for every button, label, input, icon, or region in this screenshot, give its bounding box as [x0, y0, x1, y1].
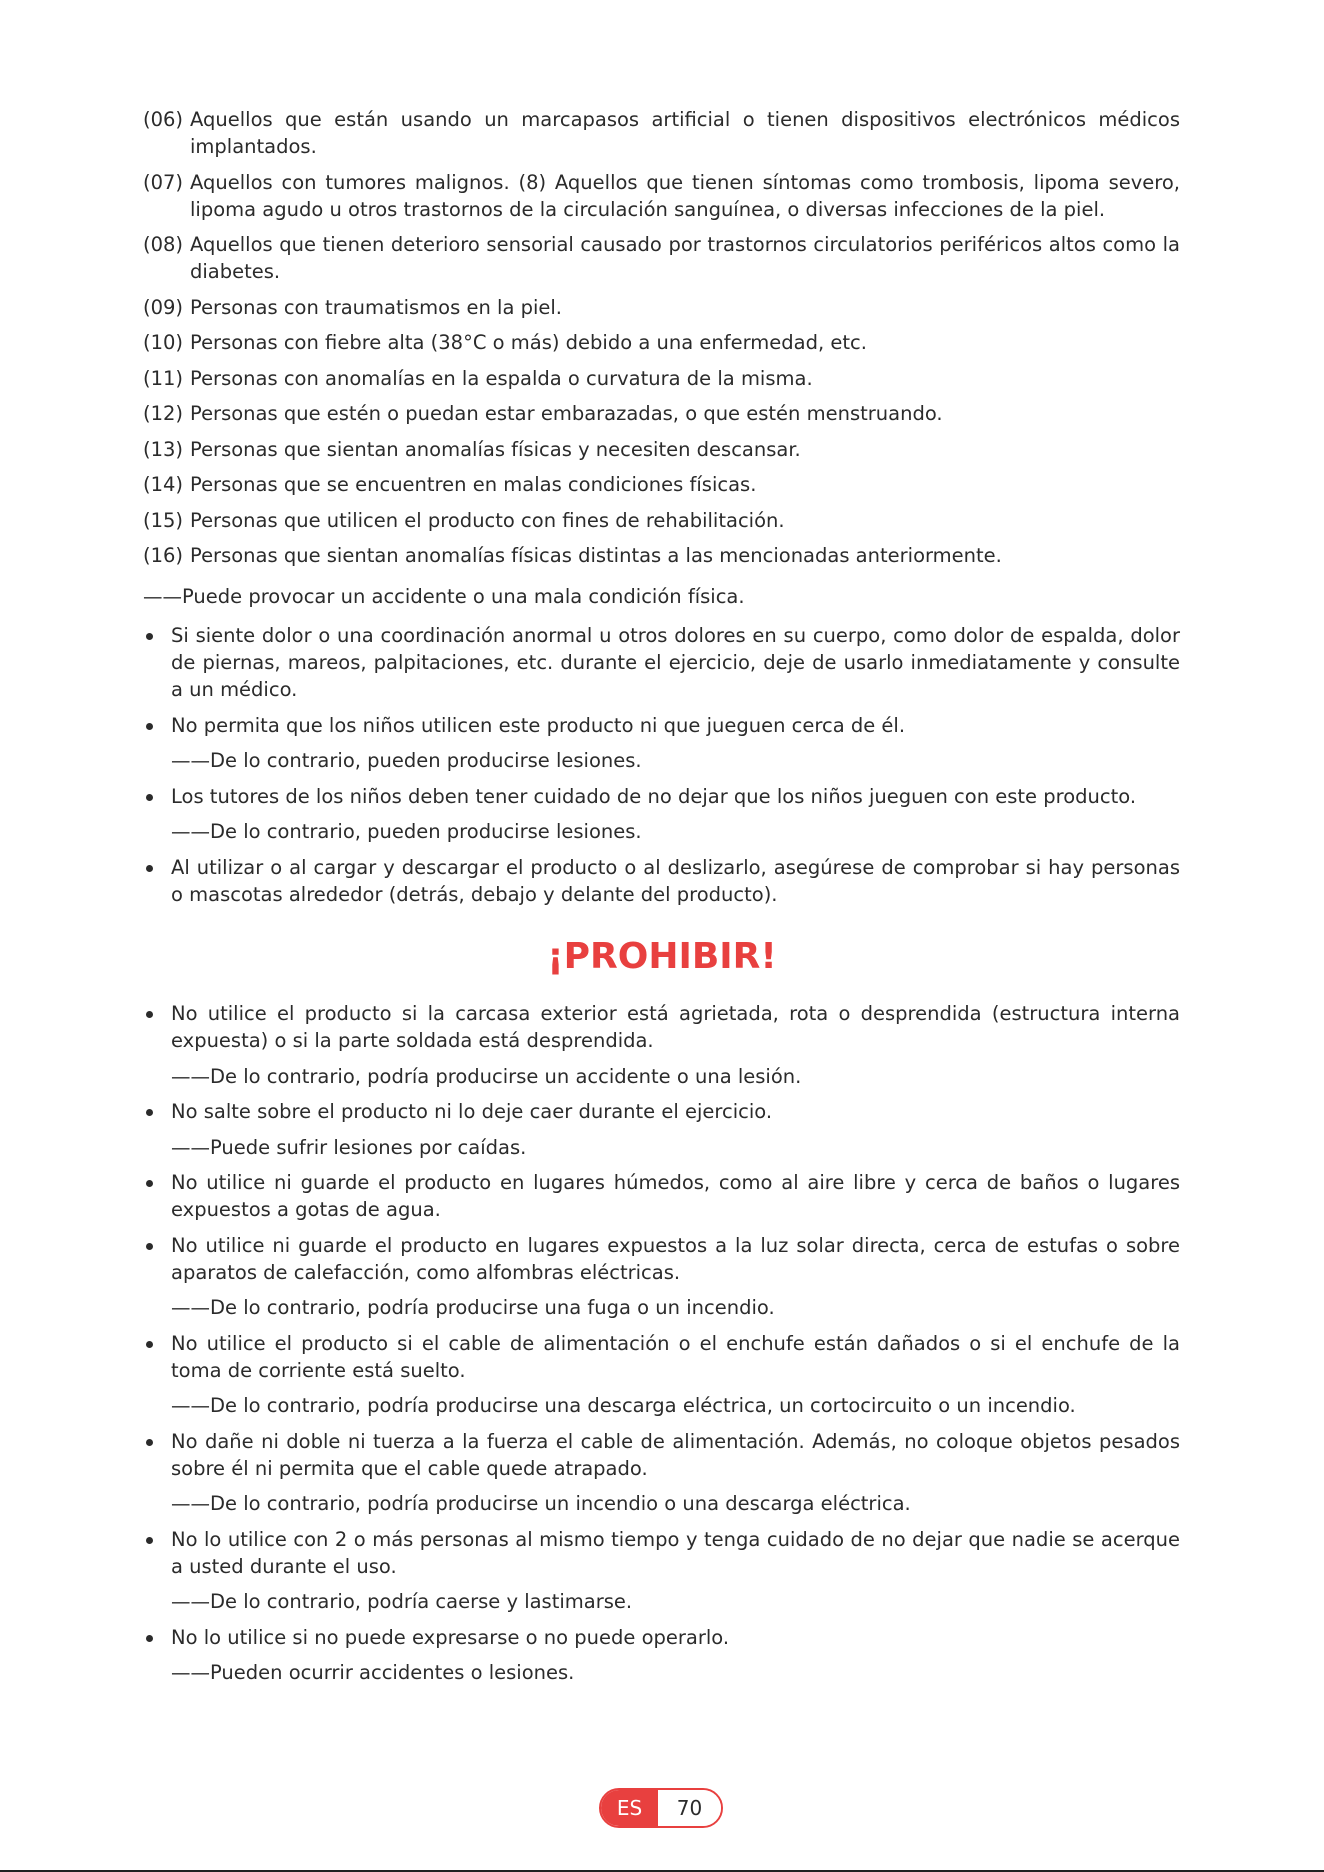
list-item-number: (09) [143, 295, 184, 319]
list-item-text: Personas que estén o puedan estar embarazadas, o que estén menstruando. [190, 402, 943, 425]
bullet-text: No utilice ni guarde el producto en lugares expuestos a la luz solar directa, cerca de estufas o sobre aparatos de calefacción, como alfombras eléctricas. [171, 1233, 1180, 1284]
bullet-dot-icon [143, 712, 171, 739]
bullet-dot-icon [143, 1526, 171, 1580]
list-item-number: (15) [143, 508, 184, 532]
bullet-dot-icon [143, 1169, 171, 1223]
bullet-item [143, 1098, 1180, 1125]
bullet-item [143, 1330, 1180, 1384]
bullet-dot-icon [143, 783, 171, 810]
list-item-text: Aquellos con tumores malignos. (8) Aquellos que tienen síntomas como trombosis, lipoma severo, lipoma agudo u otros trastornos de la circulación sanguínea, o diversas infecciones de la piel. [190, 170, 1180, 221]
warnings-list [143, 622, 1180, 916]
list-item [143, 231, 1180, 285]
list-item-number: (11) [143, 366, 184, 390]
bullet-text: No permita que los niños utilicen este producto ni que jueguen cerca de él. [171, 713, 906, 737]
bullet-item [143, 712, 1180, 739]
list-item-text: Personas con anomalías en la espalda o curvatura de la misma. [190, 366, 813, 390]
bullet-text: Los tutores de los niños deben tener cuidado de no dejar que los niños jueguen con este producto. [171, 784, 1137, 808]
language-code: ES [601, 1790, 658, 1826]
consequence-note: ——Pueden ocurrir accidentes o lesiones. [171, 1661, 575, 1684]
list-item-text: Personas con fiebre alta (38°C o más) debido a una enfermedad, etc. [190, 331, 867, 354]
list-item-text: Aquellos que tienen deterioro sensorial causado por trastornos circulatorios periféricos altos como la diabetes. [190, 233, 1180, 283]
list-item [143, 329, 1180, 356]
bullet-text: No lo utilice con 2 o más personas al mismo tiempo y tenga cuidado de no dejar que nadie se acerque a usted durante el uso. [171, 1527, 1180, 1578]
list-item-number: (13) [143, 437, 184, 461]
list-item-number: (12) [143, 402, 184, 425]
list-item [143, 542, 1180, 569]
list-item [143, 507, 1180, 534]
bullet-item [143, 783, 1180, 810]
bullet-dot-icon [143, 1000, 171, 1054]
list-item-number: (07) [143, 170, 184, 194]
consequence-note: ——De lo contrario, podría producirse una descarga eléctrica, un cortocircuito o un incendio. [171, 1394, 1076, 1417]
bullet-text: No salte sobre el producto ni lo deje caer durante el ejercicio. [171, 1100, 773, 1123]
bullet-dot-icon [143, 854, 171, 908]
bullet-item [143, 1624, 1180, 1651]
list-item-number: (06) [143, 108, 184, 131]
bullet-text: Al utilizar o al cargar y descargar el producto o al deslizarlo, asegúrese de comprobar si hay personas o mascotas alrededor (detrás, debajo y delante del producto). [171, 855, 1180, 906]
consequence-note: ——De lo contrario, pueden producirse lesiones. [171, 820, 642, 843]
consequence-note: ——De lo contrario, podría producirse un accidente o una lesión. [171, 1064, 802, 1088]
prohibitions-list [143, 1000, 1180, 1695]
bullet-item [143, 1428, 1180, 1482]
bullet-dot-icon [143, 1330, 171, 1384]
bullet-item [143, 854, 1180, 908]
bullet-item [143, 1169, 1180, 1223]
consequence-note: ——De lo contrario, pueden producirse lesiones. [171, 749, 642, 772]
contraindications-list [143, 106, 1180, 610]
list-item-number: (16) [143, 544, 184, 567]
list-item [143, 436, 1180, 463]
list-item [143, 169, 1180, 223]
consequence-note: ——Puede sufrir lesiones por caídas. [171, 1135, 527, 1159]
bullet-item [143, 1232, 1180, 1286]
consequence-note: ——De lo contrario, podría producirse un incendio o una descarga eléctrica. [171, 1492, 911, 1515]
bullet-item [143, 1000, 1180, 1054]
bullet-text: No utilice el producto si el cable de alimentación o el enchufe están dañados o si el enchufe de la toma de corriente está suelto. [171, 1331, 1180, 1382]
consequence-note: ——De lo contrario, podría producirse una fuga o un incendio. [171, 1296, 775, 1319]
page-number: 70 [658, 1790, 721, 1826]
list-item-text: Personas con traumatismos en la piel. [190, 295, 562, 319]
list-item [143, 106, 1180, 160]
bullet-text: No utilice ni guarde el producto en lugares húmedos, como al aire libre y cerca de baños o lugares expuestos a gotas de agua. [171, 1171, 1180, 1221]
bullet-dot-icon [143, 1428, 171, 1482]
page-number-badge [599, 1788, 723, 1828]
bullet-item [143, 1526, 1180, 1580]
bullet-dot-icon [143, 1232, 171, 1286]
list-item-text: Personas que utilicen el producto con fines de rehabilitación. [190, 508, 785, 532]
list-item-number: (10) [143, 331, 184, 354]
list-item [143, 365, 1180, 392]
bullet-text: No utilice el producto si la carcasa exterior está agrietada, rota o desprendida (estructura interna expuesta) o si la parte soldada está desprendida. [171, 1002, 1180, 1052]
list-item-number: (14) [143, 473, 184, 496]
list-item [143, 294, 1180, 321]
list-item-text: Personas que se encuentren en malas condiciones físicas. [190, 473, 757, 496]
bullet-text: No dañe ni doble ni tuerza a la fuerza el cable de alimentación. Además, no coloque objetos pesados sobre él ni permita que el cable quede atrapado. [171, 1429, 1180, 1480]
list-item [143, 471, 1180, 498]
list-item [143, 400, 1180, 427]
list-item-text: Aquellos que están usando un marcapasos artificial o tienen dispositivos electrónicos médicos implantados. [190, 108, 1180, 158]
bullet-item [143, 622, 1180, 703]
bullet-dot-icon [143, 1098, 171, 1125]
bullet-text: Si siente dolor o una coordinación anormal u otros dolores en su cuerpo, como dolor de espalda, dolor de piernas, mareos, palpitaciones, etc. durante el ejercicio, deje de usarlo inmediatamente y consulte a un médico. [171, 624, 1180, 701]
prohibit-heading: ¡PROHIBIR! [547, 936, 777, 977]
list-item-text: Personas que sientan anomalías físicas distintas a las mencionadas anteriormente. [190, 544, 1002, 567]
list-item-number: (08) [143, 233, 184, 256]
bullet-text: No lo utilice si no puede expresarse o no puede operarlo. [171, 1625, 730, 1649]
consequence-note: ——De lo contrario, podría caerse y lastimarse. [171, 1590, 633, 1613]
list-item-text: Personas que sientan anomalías físicas y necesiten descansar. [190, 437, 801, 461]
bullet-dot-icon [143, 1624, 171, 1651]
list-note: ——Puede provocar un accidente o una mala condición física. [143, 585, 745, 608]
bullet-dot-icon [143, 622, 171, 703]
